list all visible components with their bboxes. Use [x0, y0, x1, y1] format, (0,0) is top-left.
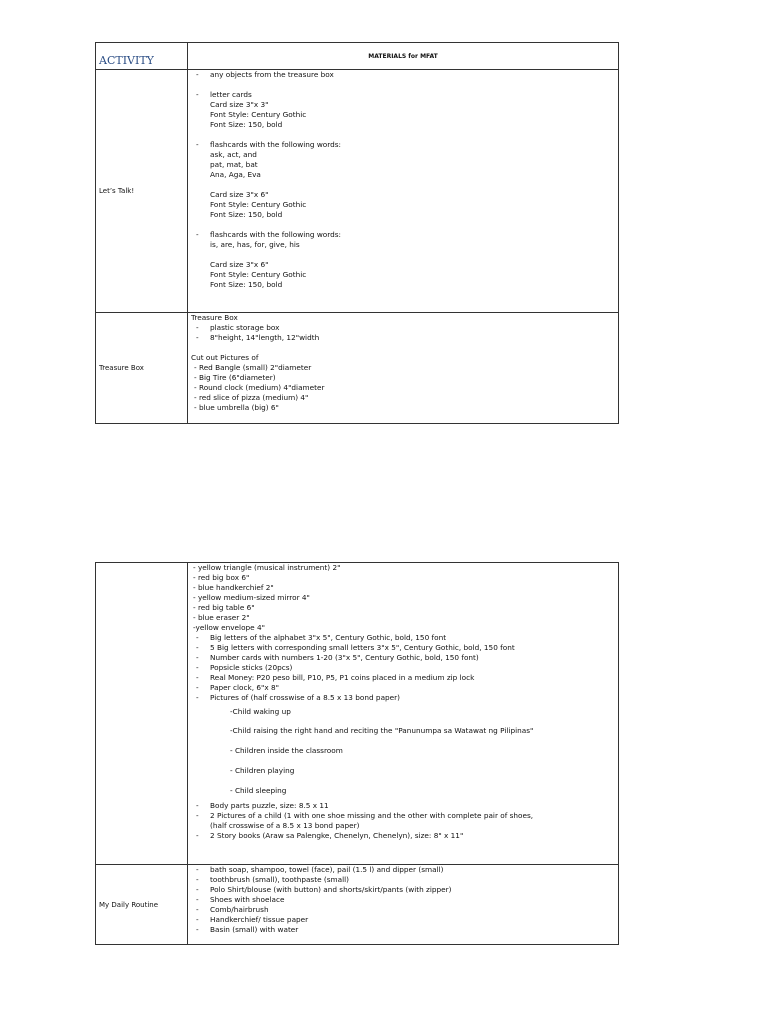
list-item: - 8"height, 14"length, 12"width: [188, 333, 618, 343]
list-item: -yellow envelope 4": [193, 623, 265, 632]
header-activity: ACTIVITY: [96, 43, 188, 70]
list-item: Card size 3"x 6": [210, 260, 269, 269]
activity-label-empty: [96, 563, 188, 865]
list-item: pat, mat, bat: [210, 160, 258, 169]
list-item: - Child sleeping: [230, 786, 287, 795]
list-item: -Child waking up: [230, 707, 291, 716]
list-item: Treasure Box: [191, 313, 238, 322]
list-item: - Number cards with numbers 1-20 (3"x 5", Century Gothic, bold, 150 font): [188, 653, 618, 663]
list-item: - flashcards with the following words:: [188, 230, 618, 240]
list-item: - yellow triangle (musical instrument) 2": [193, 563, 341, 572]
list-item: - 2 Story books (Araw sa Palengke, Chenelyn, Chenelyn), size: 8" x 11": [188, 831, 618, 841]
list-item: - Popsicle sticks (20pcs): [188, 663, 618, 673]
list-item: - plastic storage box: [188, 323, 618, 333]
list-item: Card size 3"x 6": [210, 190, 269, 199]
materials-cell-lets-talk: [188, 70, 619, 313]
list-item: - blue handkerchief 2": [193, 583, 274, 592]
list-item: Font Style: Century Gothic: [210, 110, 307, 119]
list-item: - red big box 6": [193, 573, 250, 582]
list-item: Font Size: 150, bold: [210, 280, 283, 289]
header-materials: MATERIALS for MFAT: [188, 43, 619, 70]
list-item: - Pictures of (half crosswise of a 8.5 x 13 bond paper): [188, 693, 618, 703]
list-item: Font Size: 150, bold: [210, 210, 283, 219]
list-item: - Red Bangle (small) 2"diameter: [194, 363, 312, 372]
list-item: - red slice of pizza (medium) 4": [194, 393, 309, 402]
list-item: Font Style: Century Gothic: [210, 270, 307, 279]
list-item: - Handkerchief/ tissue paper: [188, 915, 618, 925]
list-item: - yellow medium-sized mirror 4": [193, 593, 310, 602]
list-item: - letter cards: [188, 90, 618, 100]
list-item: Card size 3"x 3": [210, 100, 269, 109]
list-item: - 2 Pictures of a child (1 with one shoe missing and the other with complete pair of shoes,: [188, 811, 618, 821]
list-item: - Paper clock, 6"x 8": [188, 683, 618, 693]
list-item: (half crosswise of a 8.5 x 13 bond paper): [210, 821, 360, 830]
list-item: - Big letters of the alphabet 3"x 5", Century Gothic, bold, 150 font: [188, 633, 618, 643]
list-item: - Polo Shirt/blouse (with button) and shorts/skirt/pants (with zipper): [188, 885, 618, 895]
list-item: - Body parts puzzle, size: 8.5 x 11: [188, 801, 618, 811]
list-item: - Basin (small) with water: [188, 925, 618, 935]
list-item: - Children inside the classroom: [230, 746, 343, 755]
activity-label-treasure-box: Treasure Box: [96, 313, 188, 424]
materials-table-1: [95, 42, 619, 424]
list-item: - Comb/hairbrush: [188, 905, 618, 915]
activity-label-my-daily-routine: My Daily Routine: [96, 865, 188, 945]
list-item: - any objects from the treasure box: [188, 70, 618, 80]
list-item: - bath soap, shampoo, towel (face), pail (1.5 l) and dipper (small): [188, 865, 618, 875]
list-item: - blue umbrella (big) 6": [194, 403, 279, 412]
list-item: - Shoes with shoelace: [188, 895, 618, 905]
list-item: - flashcards with the following words:: [188, 140, 618, 150]
list-item: - Real Money: P20 peso bill, P10, P5, P1 coins placed in a medium zip lock: [188, 673, 618, 683]
list-item: - 5 Big letters with corresponding small letters 3"x 5", Century Gothic, bold, 150 font: [188, 643, 618, 653]
list-item: - Children playing: [230, 766, 295, 775]
list-item: -Child raising the right hand and reciting the "Panunumpa sa Watawat ng Pilipinas": [230, 726, 534, 735]
activity-label-lets-talk: Let’s Talk!: [96, 70, 188, 313]
list-item: Font Size: 150, bold: [210, 120, 283, 129]
materials-cell-my-daily-routine: [188, 865, 619, 945]
materials-cell-treasure-box: [188, 313, 619, 424]
list-item: - blue eraser 2": [193, 613, 250, 622]
list-item: - red big table 6": [193, 603, 255, 612]
list-item: - toothbrush (small), toothpaste (small): [188, 875, 618, 885]
list-item: ask, act, and: [210, 150, 257, 159]
list-item: is, are, has, for, give, his: [210, 240, 300, 249]
list-item: Font Style: Century Gothic: [210, 200, 307, 209]
list-item: Cut out Pictures of: [191, 353, 259, 362]
materials-table-2: [95, 562, 619, 945]
materials-cell-continued: [188, 563, 619, 865]
list-item: - Round clock (medium) 4"diameter: [194, 383, 325, 392]
list-item: - Big Tire (6"diameter): [194, 373, 276, 382]
list-item: Ana, Aga, Eva: [210, 170, 261, 179]
